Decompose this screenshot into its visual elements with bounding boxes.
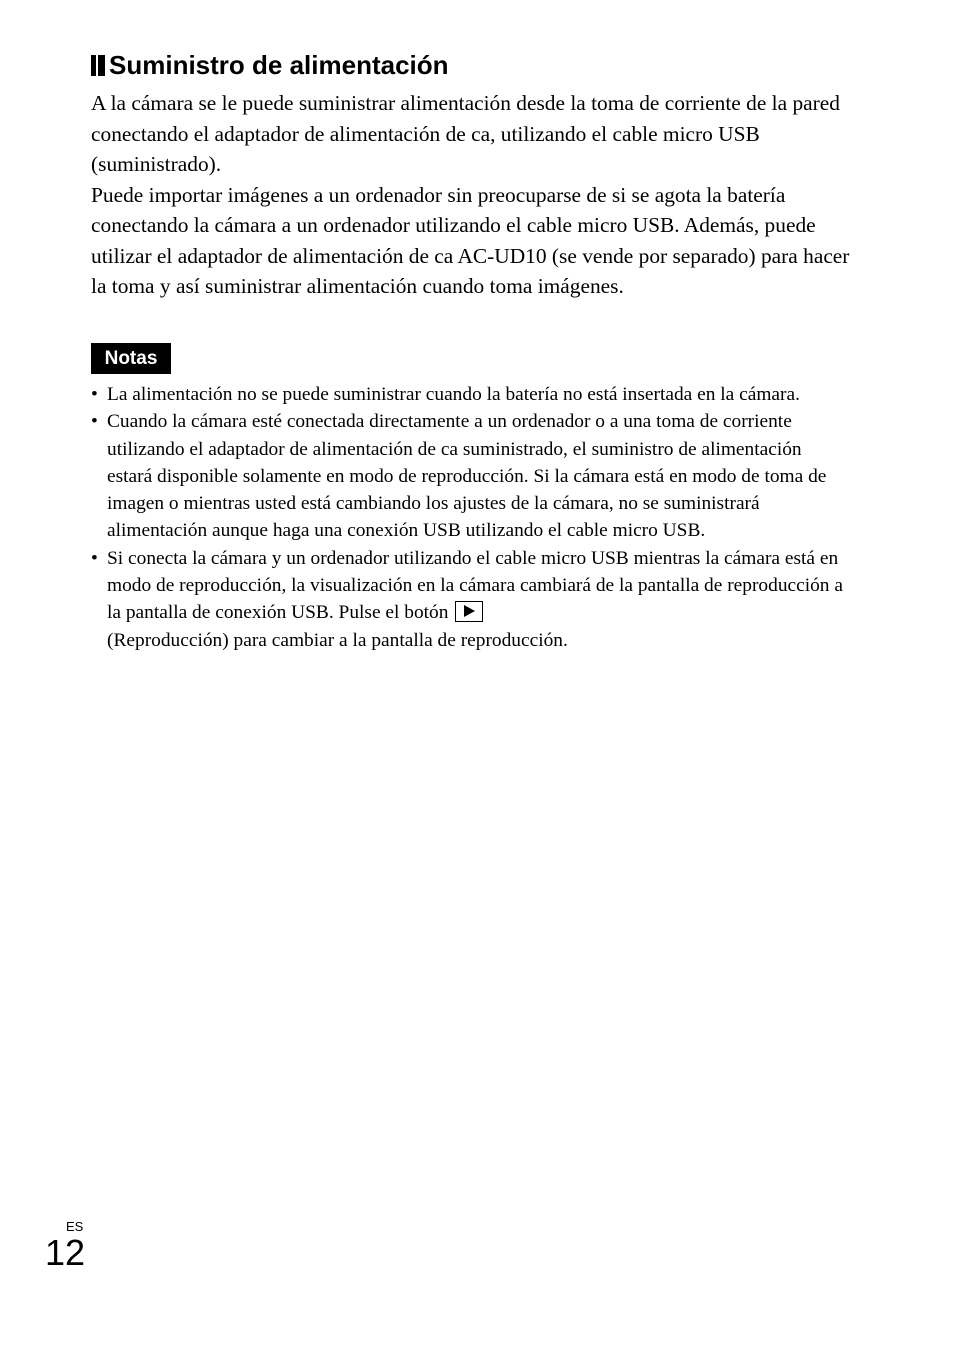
paragraph: Puede importar imágenes a un ordenador sin preocuparse de si se agota la batería conectando la cámara a un ordenador utilizando el cable micro USB. Además, puede utilizar el adaptador de alimentación de ca AC-UD10 (se vende por separado) para hacer la toma y así suministrar alimentación cuando toma imágenes. [91,182,850,298]
section-title: Suministro de alimentación [109,50,449,80]
note-text: (Reproducción) para cambiar a la pantalla de reproducción. [107,629,568,651]
note-item [91,545,851,654]
notes-list [91,381,851,654]
play-button-icon [455,601,483,622]
paragraph: A la cámara se le puede suministrar alimentación desde la toma de corriente de la pared conectando el adaptador de alimentación de ca, utilizando el cable micro USB (suministrado). [91,91,840,176]
page-number: 12 [45,1232,86,1273]
language-code: ES [66,1219,84,1234]
note-item: • La alimentación no se puede suministrar cuando la batería no está insertada en la cámara. [91,381,851,408]
section-heading [91,48,449,82]
note-text: Si conecta la cámara y un ordenador utilizando el cable micro USB mientras la cámara está en modo de reproducción, la visualización en la cámara cambiará de la pantalla de reproducción a la pantalla de conexión USB. Pulse el botón [107,547,843,624]
notes-label: Notas [91,343,171,374]
note-item: • Cuando la cámara esté conectada directamente a un ordenador o a una toma de corriente utilizando el adaptador de alimentación de ca suministrado, el suministro de alimentación estará disponible solamente en modo de reproducción. Si la cámara está en modo de toma de imagen o mientras usted está cambiando los ajustes de la cámara, no se suministrará alimentación aunque haga una conexión USB utilizando el cable micro USB. [91,408,851,544]
heading-marker-icon [91,55,105,76]
body-text [91,88,851,302]
